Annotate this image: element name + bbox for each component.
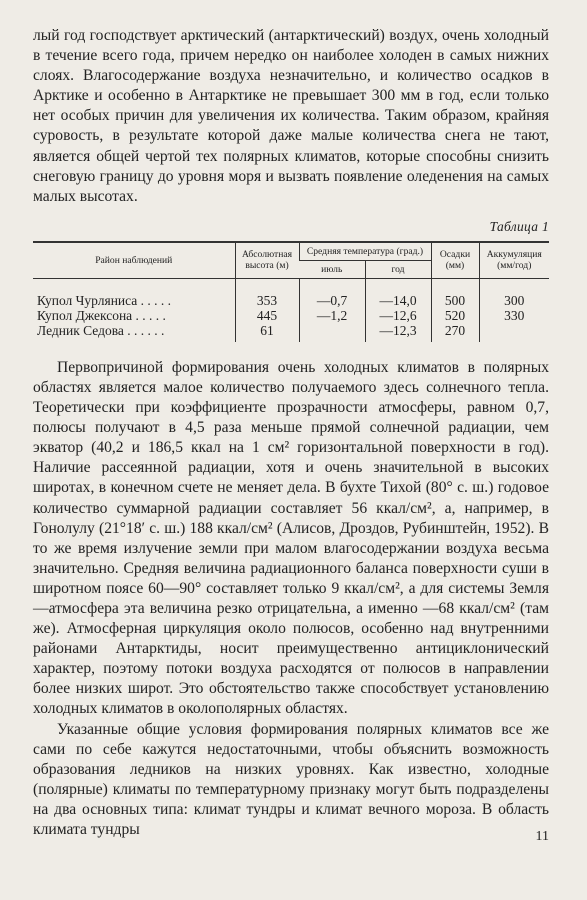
- paragraph-bottom-2: Указанные общие условия формирования полярных климатов все же сами по себе кажутся недостаточными, чтобы объяснить возможность образования ледников на низких уровнях. Как известно, холодные (полярные) климаты по температурному признаку могут быть подразделены на два основных типа: климат тундры и климат вечного мороза. В область климата тундры: [33, 720, 549, 838]
- cell-july: [299, 323, 365, 342]
- table-caption: Таблица 1: [489, 218, 549, 234]
- table-row: [33, 293, 549, 308]
- paragraph-bottom-1: Первопричиной формирования очень холодных климатов в полярных областях является малое количество получаемого здесь солнечного тепла. Теоретически при коэффициенте прозрачности атмосферы, равном 0,7, полюсы получают в 4,5 раза меньше прямой солнечной радиации, чем экватор (40,2 и 186,5 ккал на 1 см² горизонтальной поверхности в год). Наличие рассеянной радиации, хотя и очень значительной в высоких широтах, в конечном счете не меняет дела. В бухте Тихой (80° с. ш.) годовое количество суммарной радиации составляет 56 ккал/см², а, например, в Гонолулу (21°18′ с. ш.) 188 ккал/см² (Алисов, Дроздов, Рубинштейн, 1952). В то же время излучение земли при малом влагосодержании воздуха весьма значительно. Средняя величина радиационного баланса поверхности суши в широтном поясе 60—90° составляет только 9 ккал/см², а для системы Земля—атмосфера эта величина резко отрицательна, а именно —68 ккал/см² (там же). Атмосферная циркуляция около полюсов, особенно над внутренними районами Антарктиды, носит преимущественно антициклонический характер, поэтому потоки воздуха расходятся от полюсов в направлении более низких широт. Это обстоятельство также способствует установлению холодных климатов в околополярных областях.: [33, 358, 549, 718]
- header-region: Район наблюдений: [33, 242, 235, 279]
- cell-july: —1,2: [299, 308, 365, 323]
- cell-precip: 270: [431, 323, 479, 342]
- table-row: [33, 323, 549, 342]
- header-year: год: [365, 260, 431, 278]
- cell-region: Ледник Седова . . . . . .: [37, 322, 165, 338]
- data-table: [33, 241, 549, 342]
- paragraph-top-1: лый год господствует арктический (антарктический) воздух, очень холодный в течение всего года, причем нередко он наиболее холоден в самых нижних слоях. Влагосодержание воздуха незначительно, и количество осадков в Арктике и особенно в Антарктике не превышает 300 мм в год, если только нет особых причин для увеличения их количества. Таким образом, крайняя суровость, в результате которой даже малые количества снега не тают, является общей чертой тех полярных климатов, которые способны снизить снеговую границу до уровня моря и вызвать появление оледенения на самых малых высотах.: [33, 27, 549, 205]
- header-mean-temp: Средняя температура (град.): [299, 242, 431, 261]
- page-number: 11: [535, 829, 549, 844]
- cell-year: —14,0: [365, 293, 431, 308]
- cell-july: —0,7: [299, 293, 365, 308]
- cell-precip: 520: [431, 308, 479, 323]
- cell-altitude: 445: [235, 308, 299, 323]
- cell-precip: 500: [431, 293, 479, 308]
- table-row: [33, 308, 549, 323]
- cell-region: Купол Чурляниса . . . . .: [37, 292, 172, 308]
- cell-altitude: 353: [235, 293, 299, 308]
- cell-region: Купол Джексона . . . . .: [37, 307, 166, 323]
- header-accum: Аккумуляция (мм/год): [479, 242, 549, 279]
- cell-accum: [479, 323, 549, 342]
- cell-year: —12,6: [365, 308, 431, 323]
- header-july: июль: [299, 260, 365, 278]
- cell-altitude: 61: [235, 323, 299, 342]
- header-altitude: Абсолютная высота (м): [235, 242, 299, 279]
- header-precip: Осадки (мм): [431, 242, 479, 279]
- cell-accum: 330: [479, 308, 549, 323]
- cell-accum: 300: [479, 293, 549, 308]
- cell-year: —12,3: [365, 323, 431, 342]
